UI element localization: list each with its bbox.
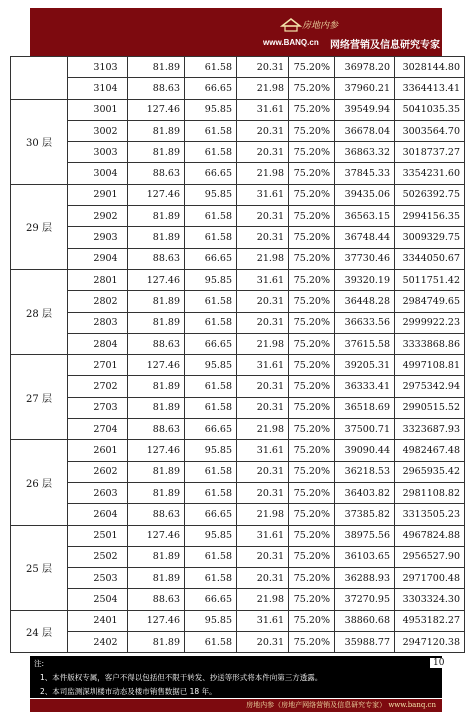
room-number-cell: 2402 [68, 632, 128, 653]
table-cell: 88.63 [128, 333, 185, 354]
table-cell: 61.58 [185, 568, 237, 589]
table-cell: 38860.68 [335, 610, 395, 631]
room-number-cell: 3104 [68, 78, 128, 99]
table-cell: 5026392.75 [395, 184, 465, 205]
table-cell: 81.89 [128, 461, 185, 482]
table-row [11, 525, 465, 546]
room-number-cell: 2804 [68, 333, 128, 354]
table-cell: 75.20% [289, 312, 335, 333]
table-cell: 3003564.70 [395, 120, 465, 141]
table-cell: 61.58 [185, 57, 237, 78]
table-cell: 31.61 [237, 355, 289, 376]
page-number: 10 [430, 658, 447, 668]
table-cell: 88.63 [128, 163, 185, 184]
room-number-cell: 2803 [68, 312, 128, 333]
table-cell: 2994156.35 [395, 206, 465, 227]
table-cell: 127.46 [128, 99, 185, 120]
table-cell: 36978.20 [335, 57, 395, 78]
table-cell: 21.98 [237, 78, 289, 99]
table-cell: 20.31 [237, 461, 289, 482]
table-row [11, 419, 465, 440]
table-cell: 35988.77 [335, 632, 395, 653]
room-number-cell: 3103 [68, 57, 128, 78]
table-cell: 3323687.93 [395, 419, 465, 440]
table-cell: 38975.56 [335, 525, 395, 546]
table-cell: 66.65 [185, 504, 237, 525]
footer-text: 房地内参（房地产网络营销及信息研究专家） www.banq.cn [246, 701, 436, 709]
room-number-cell: 2604 [68, 504, 128, 525]
table-cell: 61.58 [185, 227, 237, 248]
table-cell: 75.20% [289, 227, 335, 248]
table-cell: 95.85 [185, 525, 237, 546]
page-header-banner [30, 8, 442, 56]
table-cell: 4982467.48 [395, 440, 465, 461]
table-cell: 88.63 [128, 589, 185, 610]
table-cell: 21.98 [237, 504, 289, 525]
table-cell: 36103.65 [335, 546, 395, 567]
table-cell: 75.20% [289, 184, 335, 205]
table-cell: 75.20% [289, 99, 335, 120]
table-cell: 66.65 [185, 163, 237, 184]
table-cell: 20.31 [237, 482, 289, 503]
table-row [11, 291, 465, 312]
floor-label-cell: 26 层 [11, 440, 68, 525]
table-row [11, 397, 465, 418]
table-row [11, 248, 465, 269]
table-cell: 3354231.60 [395, 163, 465, 184]
table-cell: 75.20% [289, 269, 335, 290]
logo-org-name: 网络营销及信息研究专家 [330, 40, 440, 51]
room-number-cell: 2903 [68, 227, 128, 248]
room-number-cell: 2503 [68, 568, 128, 589]
table-cell: 75.20% [289, 440, 335, 461]
room-number-cell: 2901 [68, 184, 128, 205]
room-number-cell: 2502 [68, 546, 128, 567]
table-cell: 3028144.80 [395, 57, 465, 78]
table-cell: 3344050.67 [395, 248, 465, 269]
table-cell: 127.46 [128, 610, 185, 631]
table-row [11, 504, 465, 525]
table-row [11, 568, 465, 589]
room-number-cell: 3004 [68, 163, 128, 184]
table-cell: 61.58 [185, 206, 237, 227]
table-row [11, 546, 465, 567]
table-cell: 75.20% [289, 333, 335, 354]
table-cell: 95.85 [185, 99, 237, 120]
table-cell: 3009329.75 [395, 227, 465, 248]
room-number-cell: 2501 [68, 525, 128, 546]
table-cell: 75.20% [289, 78, 335, 99]
table-cell: 20.31 [237, 632, 289, 653]
table-cell: 61.58 [185, 397, 237, 418]
table-cell: 81.89 [128, 312, 185, 333]
table-cell: 66.65 [185, 589, 237, 610]
notes-title: 注: [34, 659, 45, 668]
table-cell: 2990515.52 [395, 397, 465, 418]
room-number-cell: 2902 [68, 206, 128, 227]
table-cell: 66.65 [185, 248, 237, 269]
table-cell: 20.31 [237, 142, 289, 163]
table-cell: 20.31 [237, 57, 289, 78]
table-cell: 36448.28 [335, 291, 395, 312]
table-row [11, 610, 465, 631]
room-number-cell: 2603 [68, 482, 128, 503]
table-cell: 81.89 [128, 142, 185, 163]
table-cell: 31.61 [237, 610, 289, 631]
floor-label-cell [11, 57, 68, 100]
table-row [11, 206, 465, 227]
table-cell: 75.20% [289, 120, 335, 141]
table-cell: 81.89 [128, 291, 185, 312]
table-cell: 61.58 [185, 312, 237, 333]
table-cell: 75.20% [289, 482, 335, 503]
table-cell: 81.89 [128, 546, 185, 567]
table-cell: 88.63 [128, 78, 185, 99]
room-number-cell: 2702 [68, 376, 128, 397]
table-cell: 21.98 [237, 589, 289, 610]
room-number-cell: 2704 [68, 419, 128, 440]
table-cell: 2971700.48 [395, 568, 465, 589]
room-number-cell: 2401 [68, 610, 128, 631]
table-cell: 20.31 [237, 312, 289, 333]
table-cell: 81.89 [128, 568, 185, 589]
floor-label-cell: 27 层 [11, 355, 68, 440]
table-cell: 20.31 [237, 291, 289, 312]
table-row [11, 184, 465, 205]
table-cell: 61.58 [185, 291, 237, 312]
table-cell: 81.89 [128, 632, 185, 653]
table-cell: 81.89 [128, 397, 185, 418]
table-cell: 75.20% [289, 632, 335, 653]
table-row [11, 142, 465, 163]
table-cell: 75.20% [289, 376, 335, 397]
table-cell: 21.98 [237, 248, 289, 269]
table-cell: 66.65 [185, 419, 237, 440]
notes-panel [30, 656, 442, 698]
table-cell: 75.20% [289, 206, 335, 227]
table-cell: 61.58 [185, 120, 237, 141]
table-cell: 39320.19 [335, 269, 395, 290]
house-logo-icon [280, 18, 302, 32]
floor-label-cell: 28 层 [11, 269, 68, 354]
table-cell: 75.20% [289, 589, 335, 610]
table-cell: 75.20% [289, 355, 335, 376]
table-cell: 36403.82 [335, 482, 395, 503]
table-cell: 61.58 [185, 482, 237, 503]
room-number-cell: 3002 [68, 120, 128, 141]
unit-price-table [10, 56, 465, 653]
table-cell: 37845.33 [335, 163, 395, 184]
table-cell: 37385.82 [335, 504, 395, 525]
note-item: 1、本件版权专属，客户不得以包括但不限于转发、抄送等形式将本件向第三方透露。 [40, 673, 323, 682]
table-cell: 36518.69 [335, 397, 395, 418]
table-cell: 75.20% [289, 57, 335, 78]
table-cell: 95.85 [185, 184, 237, 205]
table-cell: 4997108.81 [395, 355, 465, 376]
logo-url: www.BANQ.cn [263, 38, 319, 47]
room-number-cell: 2504 [68, 589, 128, 610]
logo-tagline: 房地内参 [302, 21, 339, 31]
table-cell: 2975342.94 [395, 376, 465, 397]
table-cell: 127.46 [128, 440, 185, 461]
table-cell: 37500.71 [335, 419, 395, 440]
table-row [11, 312, 465, 333]
table-cell: 20.31 [237, 206, 289, 227]
table-cell: 31.61 [237, 440, 289, 461]
table-row [11, 589, 465, 610]
table-cell: 39549.94 [335, 99, 395, 120]
table-cell: 81.89 [128, 57, 185, 78]
table-cell: 21.98 [237, 419, 289, 440]
room-number-cell: 2701 [68, 355, 128, 376]
table-cell: 36863.32 [335, 142, 395, 163]
table-cell: 2947120.38 [395, 632, 465, 653]
table-row [11, 482, 465, 503]
table-cell: 5011751.42 [395, 269, 465, 290]
table-row [11, 120, 465, 141]
table-cell: 20.31 [237, 568, 289, 589]
table-cell: 75.20% [289, 461, 335, 482]
table-cell: 75.20% [289, 525, 335, 546]
table-cell: 20.31 [237, 546, 289, 567]
table-row [11, 57, 465, 78]
table-cell: 36563.15 [335, 206, 395, 227]
table-cell: 3333868.86 [395, 333, 465, 354]
table-cell: 36288.93 [335, 568, 395, 589]
table-cell: 75.20% [289, 546, 335, 567]
table-cell: 61.58 [185, 376, 237, 397]
table-row [11, 376, 465, 397]
floor-label-cell: 29 层 [11, 184, 68, 269]
table-cell: 61.58 [185, 632, 237, 653]
table-cell: 81.89 [128, 206, 185, 227]
table-cell: 81.89 [128, 227, 185, 248]
table-cell: 75.20% [289, 419, 335, 440]
table-cell: 20.31 [237, 227, 289, 248]
table-cell: 31.61 [237, 525, 289, 546]
table-cell: 81.89 [128, 376, 185, 397]
table-cell: 75.20% [289, 291, 335, 312]
table-cell: 3018737.27 [395, 142, 465, 163]
table-cell: 2999922.23 [395, 312, 465, 333]
table-cell: 61.58 [185, 461, 237, 482]
table-cell: 37615.58 [335, 333, 395, 354]
table-cell: 4953182.27 [395, 610, 465, 631]
room-number-cell: 3001 [68, 99, 128, 120]
table-cell: 39205.31 [335, 355, 395, 376]
table-cell: 20.31 [237, 120, 289, 141]
table-cell: 31.61 [237, 184, 289, 205]
table-cell: 88.63 [128, 248, 185, 269]
table-cell: 95.85 [185, 440, 237, 461]
table-cell: 21.98 [237, 163, 289, 184]
table-cell: 66.65 [185, 333, 237, 354]
table-row [11, 99, 465, 120]
table-row [11, 333, 465, 354]
table-cell: 95.85 [185, 610, 237, 631]
table-cell: 39090.44 [335, 440, 395, 461]
note-item: 2、本司监测深圳楼市动态及楼市销售数据已 18 年。 [40, 687, 217, 696]
room-number-cell: 2703 [68, 397, 128, 418]
table-cell: 37960.21 [335, 78, 395, 99]
floor-label-cell: 25 层 [11, 525, 68, 610]
table-cell: 21.98 [237, 333, 289, 354]
table-cell: 61.58 [185, 546, 237, 567]
room-number-cell: 2904 [68, 248, 128, 269]
table-cell: 88.63 [128, 504, 185, 525]
table-cell: 36678.04 [335, 120, 395, 141]
table-row [11, 269, 465, 290]
table-cell: 2956527.90 [395, 546, 465, 567]
table-cell: 31.61 [237, 269, 289, 290]
table-cell: 88.63 [128, 419, 185, 440]
table-cell: 3364413.41 [395, 78, 465, 99]
table-cell: 127.46 [128, 355, 185, 376]
floor-label-cell: 30 层 [11, 99, 68, 184]
table-cell: 66.65 [185, 78, 237, 99]
table-cell: 2965935.42 [395, 461, 465, 482]
table-cell: 3313505.23 [395, 504, 465, 525]
table-cell: 37270.95 [335, 589, 395, 610]
table-cell: 75.20% [289, 610, 335, 631]
table-cell: 75.20% [289, 248, 335, 269]
table-cell: 36633.56 [335, 312, 395, 333]
table-cell: 4967824.88 [395, 525, 465, 546]
table-cell: 127.46 [128, 525, 185, 546]
table-cell: 39435.06 [335, 184, 395, 205]
table-cell: 127.46 [128, 184, 185, 205]
room-number-cell: 2801 [68, 269, 128, 290]
table-cell: 75.20% [289, 397, 335, 418]
table-cell: 20.31 [237, 376, 289, 397]
table-cell: 75.20% [289, 163, 335, 184]
table-cell: 61.58 [185, 142, 237, 163]
table-row [11, 227, 465, 248]
table-cell: 37730.46 [335, 248, 395, 269]
room-number-cell: 2602 [68, 461, 128, 482]
table-cell: 95.85 [185, 355, 237, 376]
table-cell: 3303324.30 [395, 589, 465, 610]
page-footer-banner [30, 699, 442, 712]
table-row [11, 78, 465, 99]
table-cell: 36748.44 [335, 227, 395, 248]
table-cell: 2984749.65 [395, 291, 465, 312]
room-number-cell: 2802 [68, 291, 128, 312]
table-cell: 5041035.35 [395, 99, 465, 120]
table-cell: 95.85 [185, 269, 237, 290]
table-cell: 20.31 [237, 397, 289, 418]
table-cell: 36218.53 [335, 461, 395, 482]
floor-label-cell: 24 层 [11, 610, 68, 653]
table-cell: 75.20% [289, 142, 335, 163]
table-cell: 81.89 [128, 120, 185, 141]
table-row [11, 461, 465, 482]
table-cell: 75.20% [289, 504, 335, 525]
table-cell: 36333.41 [335, 376, 395, 397]
table-cell: 127.46 [128, 269, 185, 290]
table-row [11, 355, 465, 376]
table-row [11, 440, 465, 461]
table-cell: 31.61 [237, 99, 289, 120]
table-cell: 2981108.82 [395, 482, 465, 503]
room-number-cell: 3003 [68, 142, 128, 163]
table-row [11, 632, 465, 653]
table-cell: 81.89 [128, 482, 185, 503]
table-cell: 75.20% [289, 568, 335, 589]
room-number-cell: 2601 [68, 440, 128, 461]
table-row [11, 163, 465, 184]
